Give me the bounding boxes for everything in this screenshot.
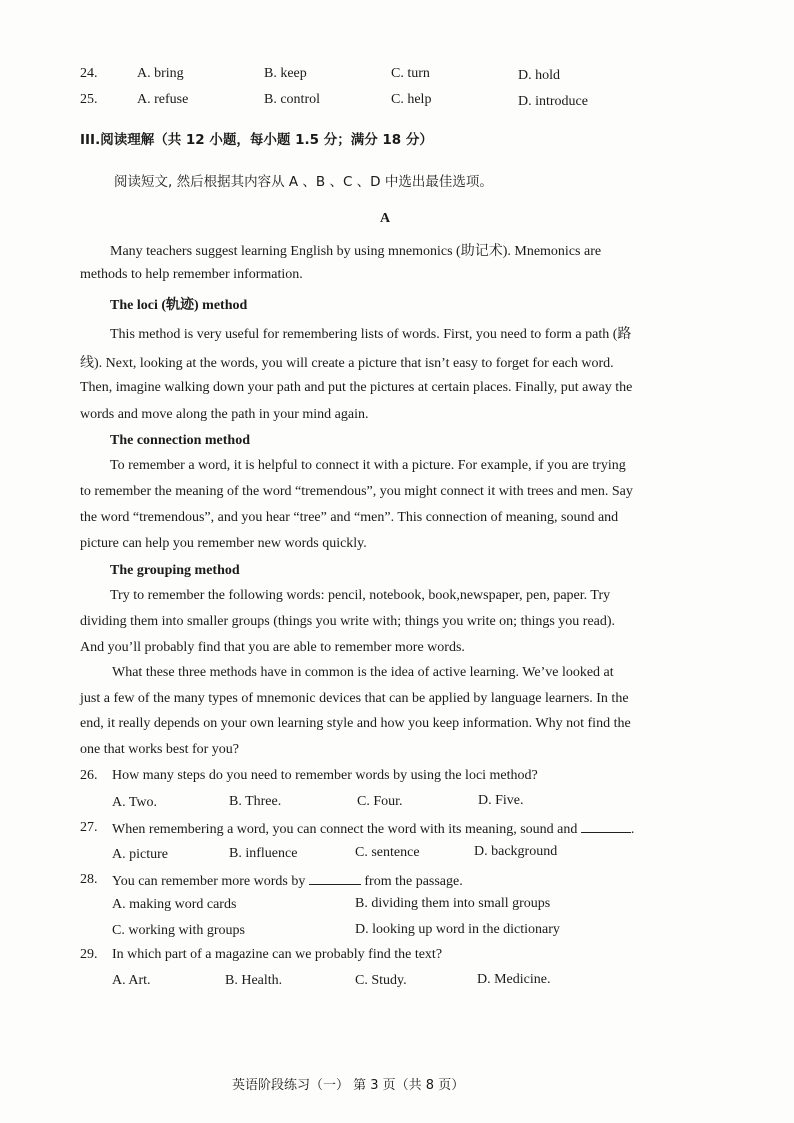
conclusion-paragraph-line: end, it really depends on your own learning style and how you keep information. Why not find the xyxy=(80,716,631,731)
connection-method-title: The connection method xyxy=(110,433,250,448)
option-a: A. making word cards xyxy=(112,897,237,912)
question-number: 28. xyxy=(80,872,98,887)
option-b: B. dividing them into small groups xyxy=(355,896,551,911)
question-number: 27. xyxy=(80,820,98,835)
option-d: D. Five. xyxy=(478,793,524,808)
option-c: C. working with groups xyxy=(112,923,245,938)
option-c: C. sentence xyxy=(355,845,420,860)
option-c: C. help xyxy=(391,92,432,107)
option-a: A. refuse xyxy=(137,92,189,107)
passage-intro-line: methods to help remember information. xyxy=(80,267,303,282)
option-b: B. control xyxy=(264,92,320,107)
question-stem: How many steps do you need to remember words by using the loci method? xyxy=(112,768,538,783)
option-b: B. Health. xyxy=(225,973,283,988)
question-number: 24. xyxy=(80,66,98,81)
passage-letter: A xyxy=(380,211,391,226)
question-stem: In which part of a magazine can we probably find the text? xyxy=(112,947,443,962)
option-a: A. bring xyxy=(137,66,184,81)
question-stem: When remembering a word, you can connect the word with its meaning, sound and . xyxy=(112,822,635,837)
connection-paragraph-line: the word “tremendous”, and you hear “tree” and “men”. This connection of meaning, sound and xyxy=(80,510,619,525)
section-heading: III.阅读理解（共 12 小题，每小题 1.5 分；满分 18 分） xyxy=(80,132,433,148)
loci-paragraph-line: words and move along the path in your mind again. xyxy=(80,407,369,422)
option-c: C. turn xyxy=(391,66,430,81)
option-b: B. influence xyxy=(229,846,298,861)
loci-paragraph-line: Then, imagine walking down your path and put the pictures at certain places. Finally, put away the xyxy=(80,380,633,395)
question-stem: You can remember more words by from the passage. xyxy=(112,874,463,889)
connection-paragraph-line: To remember a word, it is helpful to connect it with a picture. For example, if you are trying xyxy=(110,458,626,473)
question-number: 29. xyxy=(80,947,98,962)
grouping-paragraph-line: dividing them into smaller groups (things you write with; things you write on; things you read). xyxy=(80,614,616,629)
section-instruction: 阅读短文, 然后根据其内容从 A 、B 、C 、D 中选出最佳选项。 xyxy=(114,174,493,190)
option-a: A. Two. xyxy=(112,795,158,810)
option-b: B. keep xyxy=(264,66,307,81)
loci-paragraph-line: 线). Next, looking at the words, you will create a picture that isn’t easy to forget for each word. xyxy=(80,356,614,371)
option-b: B. Three. xyxy=(229,794,282,809)
option-c: C. Four. xyxy=(357,794,403,809)
connection-paragraph-line: picture can help you remember new words quickly. xyxy=(80,536,367,551)
grouping-paragraph-line: And you’ll probably find that you are able to remember more words. xyxy=(80,640,465,655)
option-c: C. Study. xyxy=(355,973,407,988)
page-footer: 英语阶段练习（一） 第 3 页（共 8 页） xyxy=(232,1078,465,1093)
grouping-paragraph-line: Try to remember the following words: pencil, notebook, book,newspaper, pen, paper. Try xyxy=(110,588,611,603)
question-number: 26. xyxy=(80,768,98,783)
option-d: D. hold xyxy=(518,68,560,83)
question-number: 25. xyxy=(80,92,98,107)
loci-paragraph-line: This method is very useful for remembering lists of words. First, you need to form a path (路 xyxy=(110,327,632,342)
option-a: A. Art. xyxy=(112,973,151,988)
connection-paragraph-line: to remember the meaning of the word “tremendous”, you might connect it with trees and men. Say xyxy=(80,484,633,499)
answer-blank xyxy=(309,872,361,885)
option-d: D. background xyxy=(474,844,558,859)
answer-blank xyxy=(581,820,631,833)
conclusion-paragraph-line: just a few of the many types of mnemonic devices that can be applied by language learners. In the xyxy=(80,691,629,706)
grouping-method-title: The grouping method xyxy=(110,563,240,578)
loci-method-title: The loci (轨迹) method xyxy=(110,298,248,313)
passage-intro-line: Many teachers suggest learning English by using mnemonics (助记术). Mnemonics are xyxy=(110,244,602,259)
option-d: D. Medicine. xyxy=(477,972,551,987)
conclusion-paragraph-line: What these three methods have in common is the idea of active learning. We’ve looked at xyxy=(112,665,614,680)
option-a: A. picture xyxy=(112,847,168,862)
option-d: D. looking up word in the dictionary xyxy=(355,922,560,937)
conclusion-paragraph-line: one that works best for you? xyxy=(80,742,240,757)
option-d: D. introduce xyxy=(518,94,588,109)
